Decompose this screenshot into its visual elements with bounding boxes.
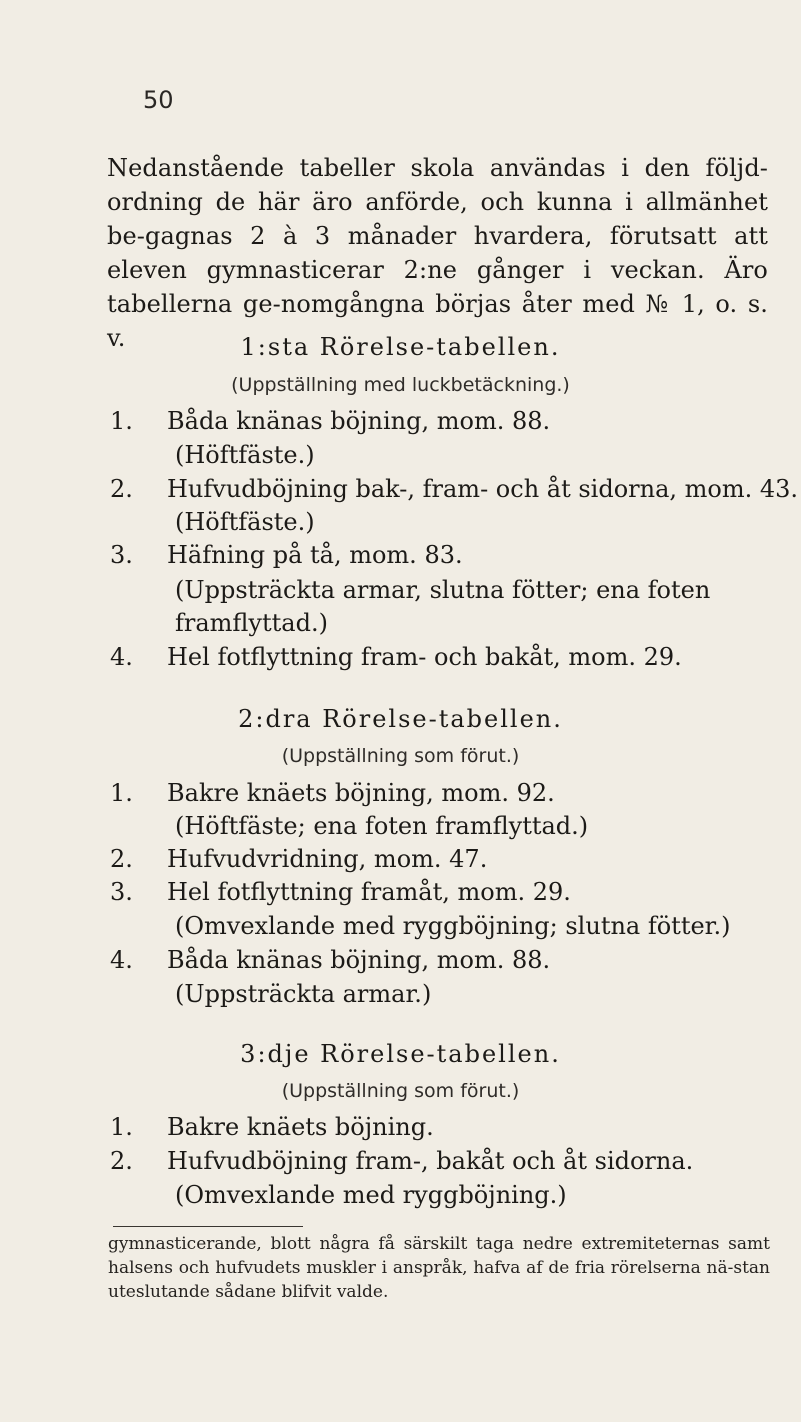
item-text: Båda knänas böjning, mom. 88.: [167, 946, 551, 974]
item-number: 2.: [110, 1147, 133, 1175]
item-number: 1.: [110, 1113, 133, 1141]
item-text: Hel fotflyttning fram- och bakåt, mom. 29.: [167, 643, 682, 671]
table-2-subheading: (Uppställning som förut.): [281, 745, 520, 767]
footnote-rule: [113, 1226, 303, 1227]
item-note: (Uppsträckta armar, slutna fötter; ena foten framflyttad.): [175, 576, 711, 637]
item-note: (Höftfäste; ena foten framflyttad.): [175, 812, 589, 840]
item-number: 1.: [110, 779, 133, 807]
item-text: Hel fotflyttning framåt, mom. 29.: [167, 878, 571, 906]
page-number: 50: [143, 86, 174, 114]
item-note: (Höftfäste.): [175, 441, 315, 469]
item-number: 4.: [110, 946, 133, 974]
item-text: Hufvudböjning fram-, bakåt och åt sidorna.: [167, 1147, 694, 1175]
item-text: Häfning på tå, mom. 83.: [167, 541, 463, 569]
table-1-heading: 1:sta Rörelse-tabellen.: [240, 333, 561, 361]
item-number: 3.: [110, 541, 133, 569]
item-number: 4.: [110, 643, 133, 671]
item-note: (Höftfäste.): [175, 508, 315, 536]
item-number: 1.: [110, 407, 133, 435]
intro-paragraph: Nedanstående tabeller skola användas i den följd-ordning de här äro anförde, och kunna i allmänhet be-gagnas 2 à 3 månader hvardera, förutsatt att eleven gymnasticerar 2:ne gånger i veckan. Äro tabellerna ge-nomgångna börjas åter med № 1, o. s. v.: [107, 154, 768, 352]
item-text: Hufvudvridning, mom. 47.: [167, 845, 488, 873]
item-note: (Uppsträckta armar.): [175, 980, 432, 1008]
item-text: Bakre knäets böjning, mom. 92.: [167, 779, 555, 807]
item-number: 2.: [110, 845, 133, 873]
item-text: Båda knänas böjning, mom. 88.: [167, 407, 551, 435]
table-3-heading: 3:dje Rörelse-tabellen.: [240, 1040, 561, 1068]
item-note: (Omvexlande med ryggböjning.): [175, 1181, 567, 1209]
item-number: 2.: [110, 475, 133, 503]
item-text: Hufvudböjning bak-, fram- och åt sidorna, mom. 43.: [167, 475, 799, 503]
footnote: gymnasticerande, blott några få särskilt taga nedre extremiteternas samt halsens och hufvudets muskler i anspråk, hafva af de fria rörelserna nä-stan uteslutande sådane blifvit valde.: [108, 1234, 770, 1302]
item-number: 3.: [110, 878, 133, 906]
table-2-heading: 2:dra Rörelse-tabellen.: [238, 705, 563, 733]
table-3-subheading: (Uppställning som förut.): [281, 1080, 520, 1102]
item-note: (Omvexlande med ryggböjning; slutna fötter.): [175, 912, 731, 940]
item-text: Bakre knäets böjning.: [167, 1113, 434, 1141]
table-1-subheading: (Uppställning med luckbetäckning.): [231, 374, 570, 396]
